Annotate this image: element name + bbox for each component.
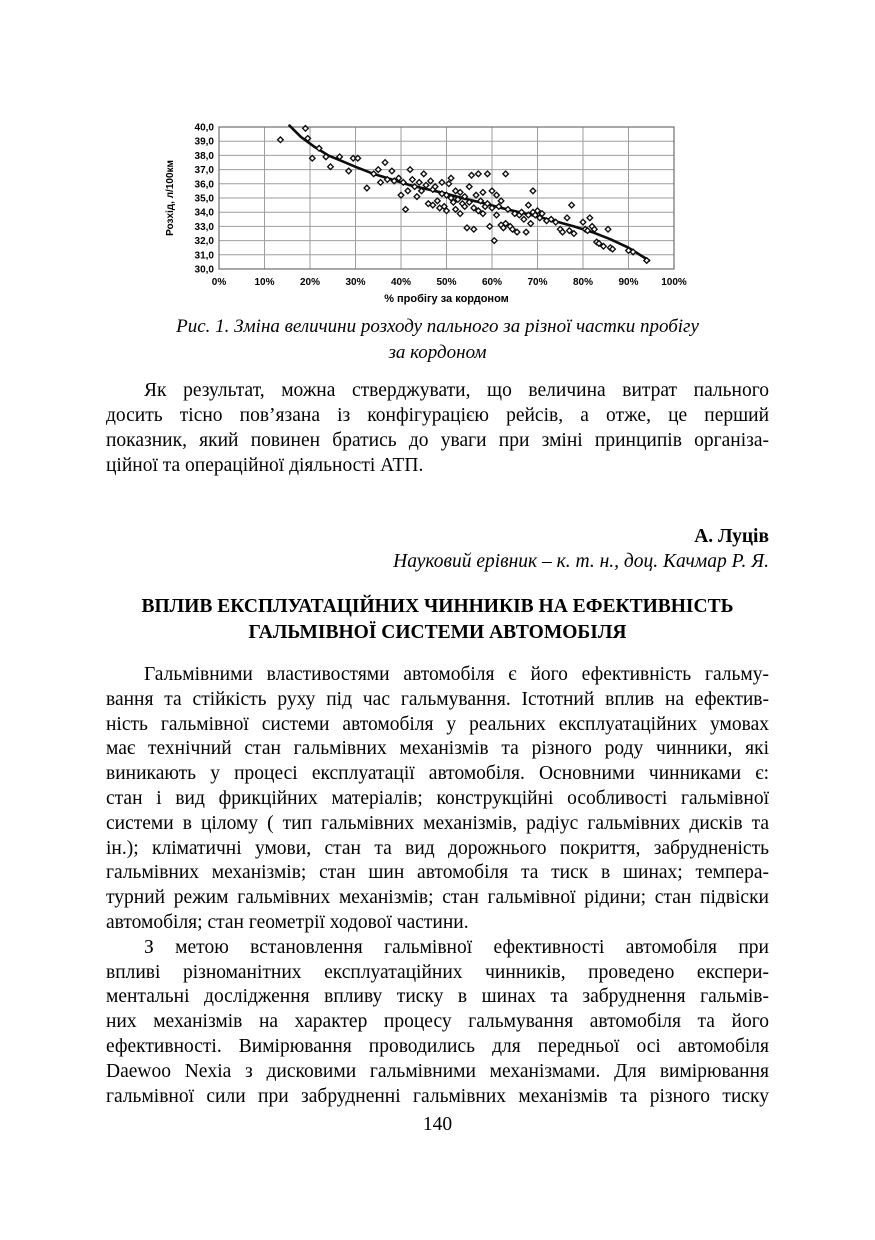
- paragraph-line: виникають у процесі експлуатації автомобіля. Основними чинниками є:: [106, 763, 769, 785]
- y-axis-tick-labels: [195, 123, 215, 276]
- x-tick-label: 20%: [299, 277, 321, 288]
- paragraph-line: автомобіля; стан геометрії ходової частини.: [106, 911, 469, 933]
- paragraph-line: турний режим гальмівних механізмів; стан гальмівної рідини; стан підвіски: [106, 887, 769, 909]
- x-tick-label: 10%: [254, 277, 275, 288]
- x-tick-label: 100%: [661, 277, 687, 288]
- y-tick-label: 30,0: [194, 264, 214, 276]
- data-point-diamond-icon: [464, 225, 470, 231]
- data-point-diamond-icon: [530, 188, 536, 194]
- data-point-diamond-icon: [346, 168, 352, 174]
- y-tick-label: 35,0: [194, 193, 214, 205]
- paragraph-line: стан і вид фрикційних матеріалів; конструкційні особливості гальмівної: [106, 787, 769, 809]
- data-point-diamond-icon: [398, 192, 404, 198]
- data-point-diamond-icon: [526, 202, 532, 208]
- paragraph-line: показник, який повинен братись до уваги при зміні принципів організа-: [106, 430, 769, 451]
- x-tick-label: 70%: [527, 277, 548, 288]
- paragraph-line: ефективності. Вимірювання проводились для передньої осі автомобіля: [106, 1035, 769, 1057]
- paragraph-line: досить тісно пов’язана із конфігурацією рейсів, а отже, це перший: [106, 405, 769, 426]
- data-point-diamond-icon: [528, 221, 534, 227]
- x-axis-title: % пробігу за кордоном: [384, 293, 509, 305]
- data-point-diamond-icon: [382, 160, 388, 166]
- data-point-diamond-icon: [439, 180, 445, 186]
- data-point-diamond-icon: [416, 180, 422, 186]
- paragraph-line: Гальмівними властивостями автомобіля є його ефективність гальму-: [144, 664, 769, 685]
- y-tick-label: 34,0: [194, 207, 214, 219]
- data-point-diamond-icon: [521, 217, 527, 223]
- data-point-diamond-icon: [471, 226, 477, 232]
- paragraph-line: впливі різноманітних експлуатаційних чинників, проведено експери-: [106, 961, 769, 983]
- figure-1: [163, 112, 708, 310]
- data-point-diamond-icon: [587, 215, 593, 221]
- data-point-diamond-icon: [428, 178, 434, 184]
- figure-1-caption: [105, 314, 770, 366]
- section-title: [106, 594, 769, 646]
- x-tick-label: 50%: [436, 277, 457, 288]
- advisor-line: Науковий ерівник – к. т. н., доц. Качмар Р. Я.: [393, 551, 769, 573]
- data-point-diamond-icon: [580, 219, 586, 225]
- fuel-consumption-scatter-chart: [163, 112, 708, 310]
- data-point-diamond-icon: [378, 180, 384, 186]
- y-tick-label: 31,0: [194, 250, 214, 262]
- data-point-diamond-icon: [421, 171, 427, 177]
- data-point-diamond-icon: [503, 171, 509, 177]
- paragraph-line: Як результат, можна стверджувати, що величина витрат пального: [144, 380, 769, 401]
- data-point-diamond-icon: [473, 192, 479, 198]
- author-name: А. Луців: [694, 526, 769, 547]
- x-tick-label: 0%: [211, 277, 227, 288]
- paragraph-line: ін.); кліматичні умови, стан та вид дорожнього покриття, забрудненість: [106, 837, 769, 859]
- data-point-diamond-icon: [414, 194, 420, 200]
- data-point-diamond-icon: [564, 215, 570, 221]
- data-point-diamond-icon: [435, 198, 441, 204]
- paragraph-line: системи в цілому ( тип гальмівних механізмів, радіус гальмівних дисків та: [106, 812, 769, 834]
- data-point-diamond-icon: [494, 192, 500, 198]
- y-tick-label: 37,0: [194, 165, 214, 177]
- paragraph-line: має технічний стан гальмівних механізмів та різного роду чинники, які: [106, 738, 769, 760]
- paragraph-line: гальмівної сили при забрудненні гальмівних механізмів та різного тиску: [106, 1085, 769, 1107]
- page-number: 140: [422, 1114, 453, 1135]
- data-point-diamond-icon: [505, 207, 511, 213]
- data-point-diamond-icon: [498, 198, 504, 204]
- paragraph-line: Daewoo Nexia з дисковими гальмівними механізмами. Для вимірювання: [106, 1060, 769, 1082]
- y-tick-label: 33,0: [194, 221, 214, 233]
- data-point-diamond-icon: [405, 188, 411, 194]
- data-point-diamond-icon: [466, 184, 472, 190]
- data-point-diamond-icon: [278, 137, 284, 143]
- paragraph-line: них механізмів на характер процесу гальмування автомобіля та його: [106, 1011, 769, 1033]
- data-point-diamond-icon: [389, 168, 395, 174]
- x-tick-label: 90%: [618, 277, 639, 288]
- section-title-line: ГАЛЬМІВНОЇ СИСТЕМИ АВТОМОБІЛЯ: [248, 622, 627, 643]
- data-point-diamond-icon: [328, 164, 334, 170]
- x-tick-label: 60%: [481, 277, 503, 288]
- x-tick-label: 80%: [572, 277, 594, 288]
- figure-caption-line: Рис. 1. Зміна величини розходу пального за різної частки пробігу: [176, 316, 699, 337]
- paragraph-line: ційної та операційної діяльності АТП.: [106, 455, 424, 476]
- paragraph-line: ність гальмівної системи автомобіля у реальних експлуатаційних умовах: [106, 713, 769, 735]
- y-tick-label: 32,0: [194, 236, 214, 248]
- data-point-diamond-icon: [605, 226, 611, 232]
- body-text: [106, 663, 769, 1109]
- section-title-line: ВПЛИВ ЕКСПЛУАТАЦІЙНИХ ЧИННИКІВ НА ЕФЕКТИВНІСТЬ: [141, 596, 734, 617]
- data-point-diamond-icon: [375, 167, 381, 173]
- y-tick-label: 39,0: [194, 136, 214, 148]
- data-point-diamond-icon: [457, 211, 463, 217]
- data-point-diamond-icon: [403, 207, 409, 213]
- x-axis-tick-labels: [212, 277, 687, 288]
- x-tick-label: 40%: [390, 277, 412, 288]
- paragraph-braking-properties: [106, 663, 769, 936]
- data-point-diamond-icon: [480, 190, 486, 196]
- paragraph-line: гальмівних механізмів; стан шин автомобіля та тиск в шинах; темпера-: [106, 862, 769, 884]
- y-tick-label: 38,0: [194, 150, 214, 162]
- data-point-diamond-icon: [410, 177, 416, 183]
- data-point-diamond-icon: [453, 207, 459, 213]
- data-point-diamond-icon: [407, 167, 413, 173]
- y-tick-label: 36,0: [194, 179, 214, 191]
- paragraph-line: ментальні дослідження впливу тиску в шинах та забруднення гальмів-: [106, 986, 769, 1008]
- figure-caption-line: за кордоном: [388, 342, 487, 363]
- x-tick-label: 30%: [345, 277, 366, 288]
- data-point-diamond-icon: [364, 185, 370, 191]
- paragraph-experiment: [106, 936, 769, 1110]
- data-point-diamond-icon: [485, 171, 491, 177]
- y-tick-label: 40,0: [194, 122, 214, 134]
- data-point-diamond-icon: [469, 172, 475, 178]
- data-point-diamond-icon: [448, 175, 454, 181]
- data-point-diamond-icon: [569, 202, 575, 208]
- data-point-diamond-icon: [494, 212, 500, 218]
- author-block: [106, 524, 769, 575]
- scatter-points: [278, 126, 650, 264]
- data-point-diamond-icon: [489, 188, 495, 194]
- paragraph-results: [106, 378, 769, 478]
- y-axis-title: Розхід, л/100км: [165, 160, 176, 236]
- data-point-diamond-icon: [476, 171, 482, 177]
- data-point-diamond-icon: [523, 229, 529, 235]
- paragraph-line: вання та стійкість руху під час гальмування. Істотний вплив на ефектив-: [106, 688, 769, 710]
- paragraph-line: З метою встановлення гальмівної ефективності автомобіля при: [144, 936, 769, 958]
